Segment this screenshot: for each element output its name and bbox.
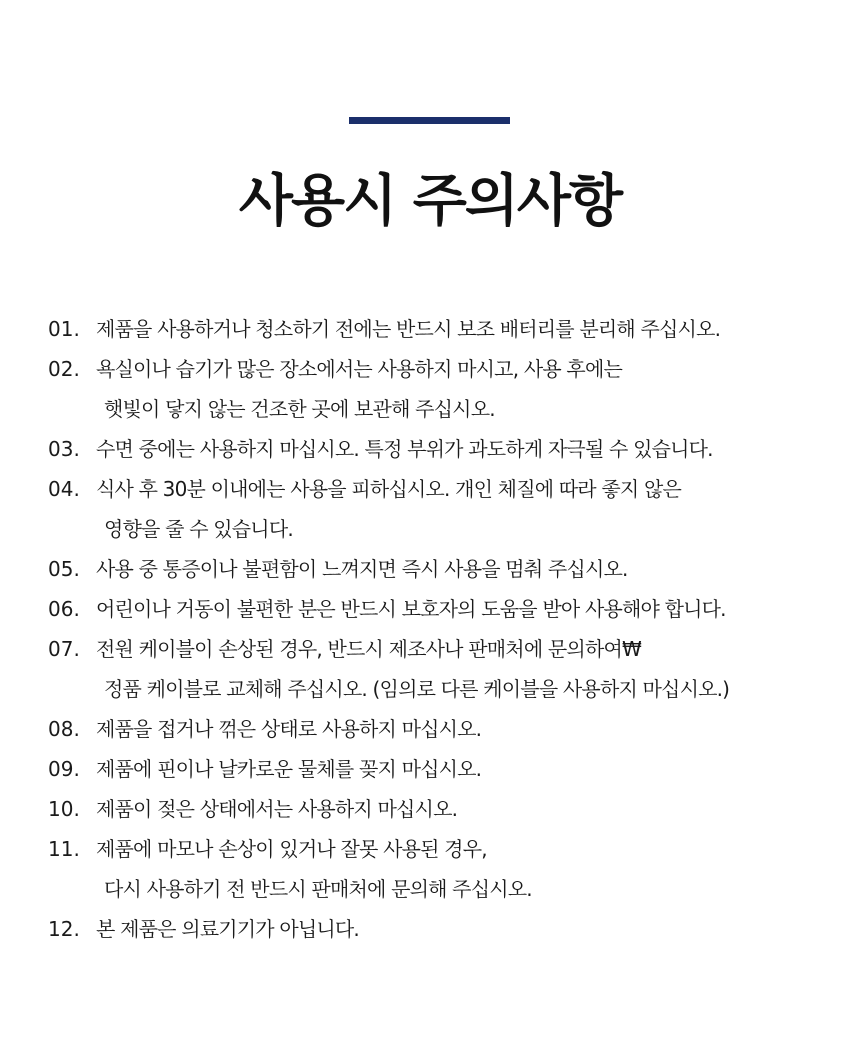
notice-item-05 (48, 549, 848, 589)
notice-text-continued: 햇빛이 닿지 않는 건조한 곳에 보관해 주십시오. (104, 397, 495, 421)
notice-item-07 (48, 629, 848, 709)
notice-item-03 (48, 429, 848, 469)
page-title: 사용시 주의사항 (238, 169, 622, 234)
notice-item-04 (48, 469, 848, 549)
notice-number: 07. (48, 637, 80, 661)
notice-text: 제품에 핀이나 날카로운 물체를 꽂지 마십시오. (96, 757, 482, 781)
notice-number: 09. (48, 757, 80, 781)
notice-text: 전원 케이블이 손상된 경우, 반드시 제조사나 판매처에 문의하여₩ (96, 637, 641, 661)
notice-text-continued: 다시 사용하기 전 반드시 판매처에 문의해 주십시오. (104, 877, 532, 901)
notice-item-02 (48, 349, 848, 429)
notice-text: 본 제품은 의료기기가 아닙니다. (96, 917, 359, 941)
notice-number: 05. (48, 557, 80, 581)
notice-item-09 (48, 749, 848, 789)
notice-item-11 (48, 829, 848, 909)
notice-text: 어린이나 거동이 불편한 분은 반드시 보호자의 도움을 받아 사용해야 합니다. (96, 597, 726, 621)
notice-number: 02. (48, 357, 80, 381)
notice-item-08 (48, 709, 848, 749)
notice-number: 06. (48, 597, 80, 621)
notice-item-01 (48, 309, 848, 349)
notice-text: 식사 후 30분 이내에는 사용을 피하십시오. 개인 체질에 따라 좋지 않은 (96, 477, 682, 501)
notice-number: 03. (48, 437, 80, 461)
notice-number: 11. (48, 837, 80, 861)
notice-number: 10. (48, 797, 80, 821)
notice-text: 제품에 마모나 손상이 있거나 잘못 사용된 경우, (96, 837, 487, 861)
notice-text-continued: 정품 케이블로 교체해 주십시오. (임의로 다른 케이블을 사용하지 마십시오.) (104, 677, 730, 701)
notice-text: 제품이 젖은 상태에서는 사용하지 마십시오. (96, 797, 458, 821)
notice-text: 사용 중 통증이나 불편함이 느껴지면 즉시 사용을 멈춰 주십시오. (96, 557, 628, 581)
notice-text: 제품을 사용하거나 청소하기 전에는 반드시 보조 배터리를 분리해 주십시오. (96, 317, 721, 341)
notice-item-12 (48, 909, 848, 949)
notice-number: 01. (48, 317, 80, 341)
notice-number: 08. (48, 717, 80, 741)
notice-number: 04. (48, 477, 80, 501)
title-accent-bar (349, 117, 510, 124)
notice-item-10 (48, 789, 848, 829)
notice-item-06 (48, 589, 848, 629)
notice-text: 수면 중에는 사용하지 마십시오. 특정 부위가 과도하게 자극될 수 있습니다. (96, 437, 713, 461)
notice-text: 제품을 접거나 꺾은 상태로 사용하지 마십시오. (96, 717, 482, 741)
notice-list (48, 309, 848, 949)
notice-number: 12. (48, 917, 80, 941)
notice-text-continued: 영향을 줄 수 있습니다. (104, 517, 293, 541)
notice-text: 욕실이나 습기가 많은 장소에서는 사용하지 마시고, 사용 후에는 (96, 357, 622, 381)
